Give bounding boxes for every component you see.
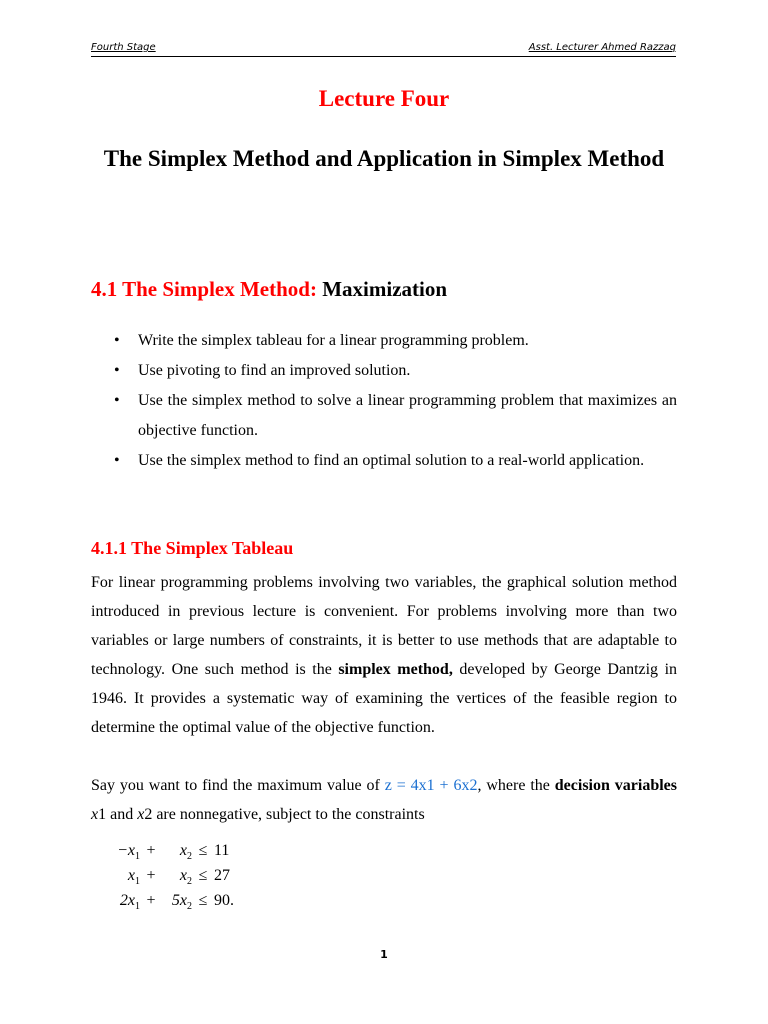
- constraint-relation: ≤: [198, 867, 208, 884]
- page-title: The Simplex Method and Application in Simplex Method: [103, 146, 665, 171]
- paragraph-text: 1 and: [98, 806, 138, 823]
- page-number: 1: [380, 948, 388, 961]
- intro-paragraph: [91, 568, 677, 742]
- constraint-row: [98, 838, 254, 863]
- constraint-term-2: $5x_2$: [171, 892, 192, 913]
- constraint-relation: ≤: [198, 842, 208, 859]
- constraint-term-1: $-x_1$: [117, 842, 140, 863]
- header-lecturer-name: Asst. Lecturer Ahmed Razzaq: [528, 42, 676, 53]
- page-header: [91, 42, 676, 57]
- section-heading-text: Maximization: [316, 277, 448, 301]
- paragraph-bold-term: decision variables: [554, 777, 677, 794]
- subsection-heading: 4.1.1 The Simplex Tableau: [91, 538, 294, 558]
- paragraph-text: developed by George Dantzig in 1946. It provides a systematic way of examining the vertices of the feasible region to determine the optimal value of the objective function.: [91, 661, 678, 736]
- constraint-rhs: 11: [214, 842, 230, 859]
- lecture-title: Lecture Four: [318, 86, 450, 111]
- section-heading: [91, 277, 447, 302]
- constraint-row: [98, 888, 254, 913]
- constraint-operator: +: [146, 867, 156, 884]
- section-heading-number: 4.1 The Simplex Method:: [91, 277, 317, 301]
- constraint-term-2: $x_2$: [179, 867, 192, 888]
- paragraph-text: , where the: [477, 777, 555, 794]
- problem-paragraph: [91, 771, 677, 829]
- constraint-term-2: $x_2$: [179, 842, 192, 863]
- paragraph-bold-term: simplex method,: [338, 661, 453, 678]
- list-item: • Use the simplex method to find an optimal solution to a real-world application.: [91, 446, 677, 476]
- constraint-rhs: 90.: [214, 892, 234, 909]
- constraint-operator: +: [146, 892, 156, 909]
- paragraph-text: For linear programming problems involving two variables, the graphical solution method introduced in previous lecture is convenient. For problems involving more than two variables or large numbers of constraints, it is better to use methods that are adaptable to technology. One such method is the: [91, 574, 677, 678]
- variable-x1: x: [91, 806, 99, 823]
- list-item: • Use pivoting to find an improved solution.: [91, 356, 677, 386]
- constraint-rhs: 27: [214, 867, 230, 884]
- paragraph-text: 2 are nonnegative, subject to the constraints: [144, 806, 425, 823]
- header-course-stage: Fourth Stage: [91, 42, 156, 53]
- constraint-operator: +: [146, 842, 156, 859]
- paragraph-text: Say you want to find the maximum value of: [91, 777, 385, 794]
- constraints-block: [98, 838, 254, 913]
- constraint-term-1: $2x_1$: [119, 892, 140, 913]
- objectives-list: [91, 326, 677, 476]
- constraint-relation: ≤: [198, 892, 208, 909]
- list-item: • Write the simplex tableau for a linear programming problem.: [91, 326, 677, 356]
- constraint-term-1: $x_1$: [127, 867, 140, 888]
- variable-x2: x: [137, 806, 145, 823]
- list-item: • Use the simplex method to solve a linear programming problem that maximizes an objective function.: [91, 386, 677, 446]
- constraint-row: [98, 863, 254, 888]
- objective-formula: z = 4x1 + 6x2: [384, 777, 478, 794]
